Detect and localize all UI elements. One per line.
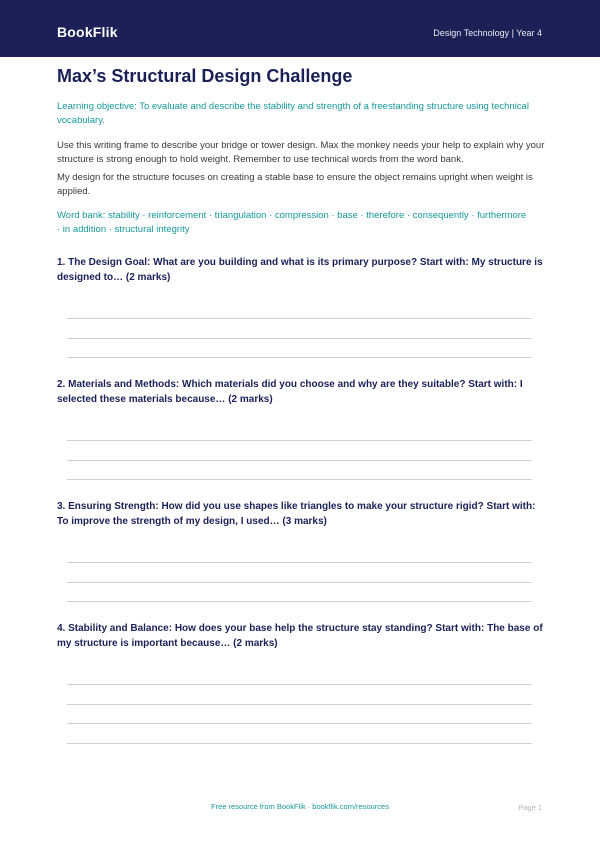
answer-line[interactable] [67,318,532,319]
question-1: 1. The Design Goal: What are you building and what is its primary purpose? Start with: My structure is designed to… (2 marks) [57,257,543,283]
question-4: 4. Stability and Balance: How does your base help the structure stay standing? Start with: The base of my structure is important because… (2 marks) [57,623,543,649]
page-title: Max’s Structural Design Challenge [57,66,353,86]
intro-paragraph: Use this writing frame to describe your bridge or tower design. Max the monkey needs your help to explain why your structure is strong enough to hold weight. Remember to use technical words from the word bank. [57,140,545,165]
answer-line[interactable] [67,704,532,705]
answer-line[interactable] [67,684,532,685]
answer-line[interactable] [67,562,532,563]
answer-line[interactable] [67,743,532,744]
word-bank: Word bank: stability · reinforcement · triangulation · compression · base · therefore · consequently · furthermore · in addition · structural integrity [57,210,527,235]
answer-line[interactable] [67,357,532,358]
answer-line[interactable] [67,479,532,480]
answer-line[interactable] [67,440,532,441]
question-2: 2. Materials and Methods: Which materials did you choose and why are they suitable? Start with: I selected these materials because… (2 marks) [57,379,523,405]
answer-line[interactable] [67,601,532,602]
brand-logo: BookFlik [57,24,118,40]
design-focus-paragraph: My design for the structure focuses on creating a stable base to ensure the object remains upright when weight is applied. [57,172,533,197]
page-header [0,0,600,57]
answer-line[interactable] [67,338,532,339]
question-3: 3. Ensuring Strength: How did you use shapes like triangles to make your structure rigid? Start with: To improve the strength of my design, I used… (3 marks) [57,501,536,527]
answer-line[interactable] [67,582,532,583]
answer-line[interactable] [67,723,532,724]
subject-year-label: Design Technology | Year 4 [433,28,542,38]
learning-objective: Learning objective: To evaluate and describe the stability and strength of a freestanding structure using technical vocabulary. [57,101,529,126]
page-number: Page 1 [518,803,542,812]
answer-line[interactable] [67,460,532,461]
footer-credit: Free resource from BookFlik · bookflik.com/resources [211,802,389,811]
